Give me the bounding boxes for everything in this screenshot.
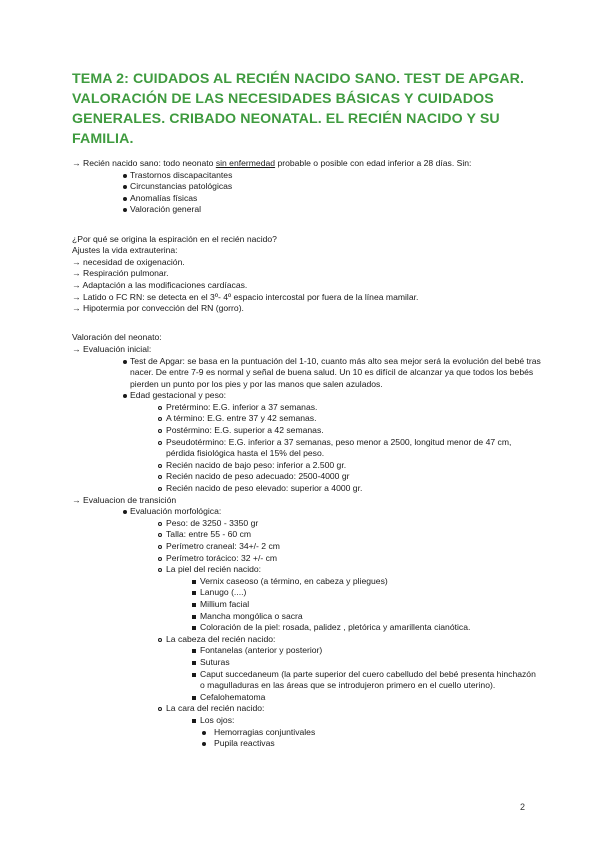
bullet-icon [123, 360, 127, 364]
bullet-icon [123, 394, 127, 398]
bullet-icon [202, 731, 206, 735]
title-line: VALORACIÓN DE LAS NECESIDADES BÁSICAS Y CUIDADOS [72, 91, 494, 107]
title-line: TEMA 2: CUIDADOS AL RECIÉN NACIDO SANO. TEST DE APGAR. [72, 71, 525, 87]
circle-bullet-icon [158, 568, 162, 572]
list-item: Caput succedaneum (la parte superior del cuero cabelludo del bebé presenta hinchazón o magulladuras en las áreas que se introdujeron primero en el cuello uterino). [72, 669, 542, 692]
list-item: Anomalías físicas [72, 193, 542, 205]
list-item: Valoración general [72, 204, 542, 216]
document-body [72, 158, 542, 750]
definition-line [72, 158, 542, 170]
bullet-icon [123, 510, 127, 514]
list-item: La cabeza del recién nacido: [72, 634, 542, 646]
square-bullet-icon [192, 696, 196, 700]
list-item: Pseudotérmino: E.G. inferior a 37 semanas, peso menor a 2500, longitud menor de 47 cm, pérdida fisiológica hasta el 15% del peso. [72, 437, 542, 460]
square-bullet-icon [192, 626, 196, 630]
circle-bullet-icon [158, 533, 162, 537]
list-item: Millium facial [72, 599, 542, 611]
list-item: A término: E.G. entre 37 y 42 semanas. [72, 413, 542, 425]
circle-bullet-icon [158, 475, 162, 479]
square-bullet-icon [192, 580, 196, 584]
list-item: Recién nacido de bajo peso: inferior a 2.500 gr. [72, 460, 542, 472]
list-item: Suturas [72, 657, 542, 669]
square-bullet-icon [192, 661, 196, 665]
circle-bullet-icon [158, 707, 162, 711]
circle-bullet-icon [158, 441, 162, 445]
list-item: Recién nacido de peso elevado: superior a 4000 gr. [72, 483, 542, 495]
title-line: FAMILIA. [72, 131, 134, 147]
list-item: Coloración de la piel: rosada, palidez , pletórica y amarillenta cianótica. [72, 622, 542, 634]
circle-bullet-icon [158, 557, 162, 561]
list-item: Lanugo (....) [72, 587, 542, 599]
arrow-line: → Adaptación a las modificaciones cardíacas. [72, 279, 248, 290]
list-item: La piel del recién nacido: [72, 564, 542, 576]
underlined-text: sin enfermedad [215, 158, 276, 168]
arrow-line: → Latido o FC RN: se detecta en el 3º- 4º espacio intercostal por fuera de la línea mamilar. [72, 291, 419, 302]
list-item: Los ojos: [72, 715, 542, 727]
section-heading: Ajustes la vida extrauterina: [72, 245, 178, 256]
list-item: Fontanelas (anterior y posterior) [72, 645, 542, 657]
list-item: La cara del recién nacido: [72, 703, 542, 715]
square-bullet-icon [192, 603, 196, 607]
square-bullet-icon [192, 615, 196, 619]
list-item: Pretérmino: E.G. inferior a 37 semanas. [72, 402, 542, 414]
circle-bullet-icon [158, 406, 162, 410]
arrow-line: → Evaluación inicial: [72, 343, 152, 354]
circle-bullet-icon [158, 487, 162, 491]
definition-text: probable o posible con edad inferior a 28 días. Sin: [275, 158, 472, 168]
square-bullet-icon [192, 591, 196, 595]
list-item: Edad gestacional y peso: [72, 390, 542, 402]
list-item: Circunstancias patológicas [72, 181, 542, 193]
square-bullet-icon [192, 673, 196, 677]
list-item: Peso: de 3250 - 3350 gr [72, 518, 542, 530]
circle-bullet-icon [158, 522, 162, 526]
list-item: Hemorragias conjuntivales [72, 727, 542, 739]
bullet-icon [123, 174, 127, 178]
list-item-apgar: Test de Apgar: se basa en la puntuación del 1-10, cuanto más alto sea mejor será la evolución del bebé tras nacer. De entre 7-9 es normal y señal de buena salud. Un 10 es difícil de alcanzar ya que todos los bebés pierden un punto por los pies y por las manos que salen azulados. [72, 356, 542, 391]
list-item: Pupila reactivas [72, 738, 542, 750]
list-item: Evaluación morfológica: [72, 506, 542, 518]
list-item: Vernix caseoso (a término, en cabeza y pliegues) [72, 576, 542, 588]
bullet-icon [123, 185, 127, 189]
circle-bullet-icon [158, 417, 162, 421]
circle-bullet-icon [158, 429, 162, 433]
list-item: Cefalohematoma [72, 692, 542, 704]
circle-bullet-icon [158, 545, 162, 549]
square-bullet-icon [192, 719, 196, 723]
list-item: Trastornos discapacitantes [72, 170, 542, 182]
circle-bullet-icon [158, 464, 162, 468]
arrow-line: → necesidad de oxigenación. [72, 256, 185, 267]
list-item: Perímetro torácico: 32 +/- cm [72, 553, 542, 565]
bullet-icon [123, 197, 127, 201]
circle-bullet-icon [158, 638, 162, 642]
bullet-icon [202, 742, 206, 746]
list-item: Recién nacido de peso adecuado: 2500-4000 gr [72, 471, 542, 483]
arrow-line: → Hipotermia por convección del RN (gorro). [72, 303, 244, 314]
list-item: Mancha mongólica o sacra [72, 611, 542, 623]
definition-text: → Recién nacido sano: todo neonato [72, 158, 216, 168]
title-line: GENERALES. CRIBADO NEONATAL. EL RECIÉN NACIDO Y SU [72, 111, 500, 127]
document-title [72, 69, 542, 149]
bullet-icon [123, 208, 127, 212]
arrow-line: → Evaluacion de transición [72, 494, 177, 505]
page-number: 2 [520, 802, 526, 812]
list-item: Perímetro craneal: 34+/- 2 cm [72, 541, 542, 553]
square-bullet-icon [192, 649, 196, 653]
arrow-line: → Respiración pulmonar. [72, 268, 169, 279]
list-item: Postérmino: E.G. superior a 42 semanas. [72, 425, 542, 437]
section-heading: Valoración del neonato: [72, 332, 162, 343]
list-item: Talla: entre 55 - 60 cm [72, 529, 542, 541]
question-line: ¿Por qué se origina la espiración en el recién nacido? [72, 233, 277, 244]
